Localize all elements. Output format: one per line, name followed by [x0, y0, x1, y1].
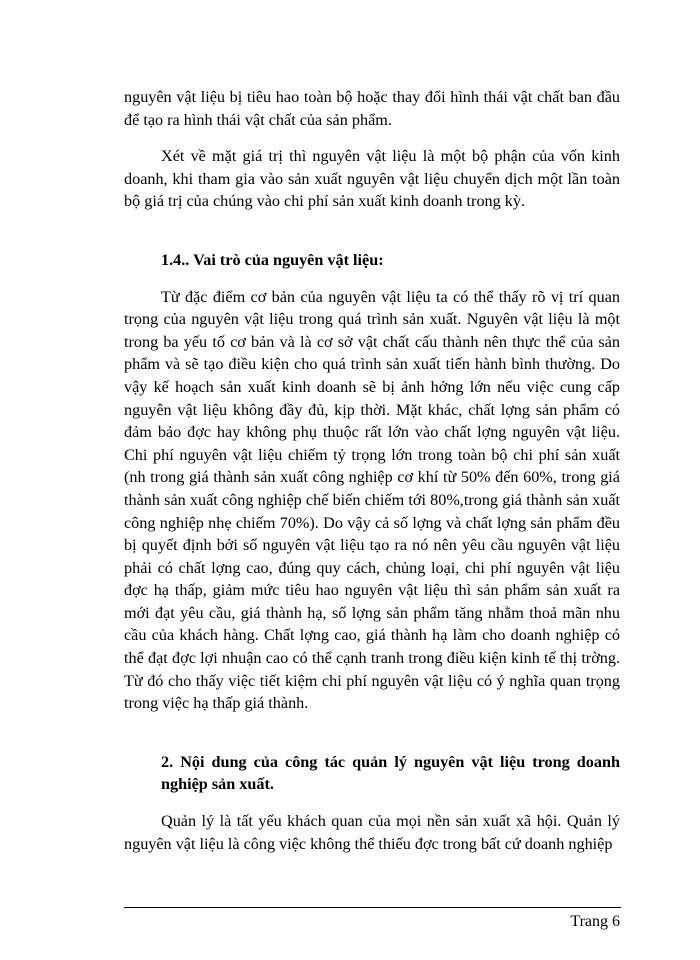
paragraph-continuation: nguyên vật liệu bị tiêu hao toàn bộ hoặc thay đổi hình thái vật chất ban đầu để tạo ra hình thái vật chất của sản phẩm. — [124, 88, 620, 129]
paragraph-role-of-materials: Từ đặc điểm cơ bản của nguyên vật liệu ta có thể thấy rõ vị trí quan trọng của nguyên vật liệu trong quá trình sản xuất. Nguyên vật liệu là một trong ba yếu tố cơ bản và là cơ sở vật chất cấu thành nên thực thể của sản phẩm và sẽ tạo điều kiện cho quá trình sản xuất tiến hành bình thường. Do vậy kế hoạch sản xuất kinh doanh sẽ bị ảnh hởng lớn nếu việc cung cấp nguyên vật liệu không đầy đủ, kịp thời. Mặt khác, chất lợng sản phẩm có đảm bảo đợc hay không phụ thuộc rất lớn vào chất lợng nguyên vật liệu. Chi phí nguyên vật liệu chiếm tỷ trọng lớn trong toàn bộ chi phí sản xuất (nh trong giá thành sản xuất công nghiệp cơ khí từ 50% đến 60%, trong giá thành sản xuất công nghiệp chế biến chiếm tới 80%,trong giá thành sản xuất công nghiệp nhẹ chiếm 70%). Do vậy cả số lợng và chất lợng sản phẩm đều bị quyết định bởi số nguyên vật liệu tạo ra nó nên yêu cầu nguyên vật liệu phải có chất lợng cao, đúng quy cách, chủng loại, chi phí nguyên vật liệu đợc hạ thấp, giảm mức tiêu hao nguyên vật liệu thì sản phẩm sản xuất ra mới đạt yêu cầu, giá thành hạ, số lợng sản phẩm tăng nhằm thoả mãn nhu cầu của khách hàng. Chất lợng cao, giá thành hạ làm cho doanh nghiệp có thể đạt đợc lợi nhuận cao có thể cạnh tranh trong điều kiện kinh tế thị trờng. Từ đó cho thấy việc tiết kiệm chi phí nguyên vật liệu có ý nghĩa quan trọng trong việc hạ thấp giá thành. — [124, 287, 620, 713]
footer-divider — [124, 907, 621, 908]
paragraph-management-intro: Quản lý là tất yếu khách quan của mọi nền sản xuất xã hội. Quản lý nguyên vật liệu là công việc không thể thiếu đợc trong bất cứ doanh nghiệp — [124, 812, 620, 853]
section-heading-1-4: 1.4.. Vai trò của nguyên vật liệu: — [161, 250, 384, 269]
paragraph-value-definition: Xét về mặt giá trị thì nguyên vật liệu là một bộ phận của vốn kinh doanh, khi tham gia vào sản xuất nguyên vật liệu chuyển dịch một lần toàn bộ giá trị của chúng vào chi phí sản xuất kinh doanh trong kỳ. — [124, 147, 620, 211]
page-number: Trang 6 — [570, 913, 620, 930]
section-heading-2: 2. Nội dung của công tác quản lý nguyên vật liệu trong doanh nghiệp sản xuất. — [161, 752, 620, 794]
page-body — [124, 86, 620, 855]
